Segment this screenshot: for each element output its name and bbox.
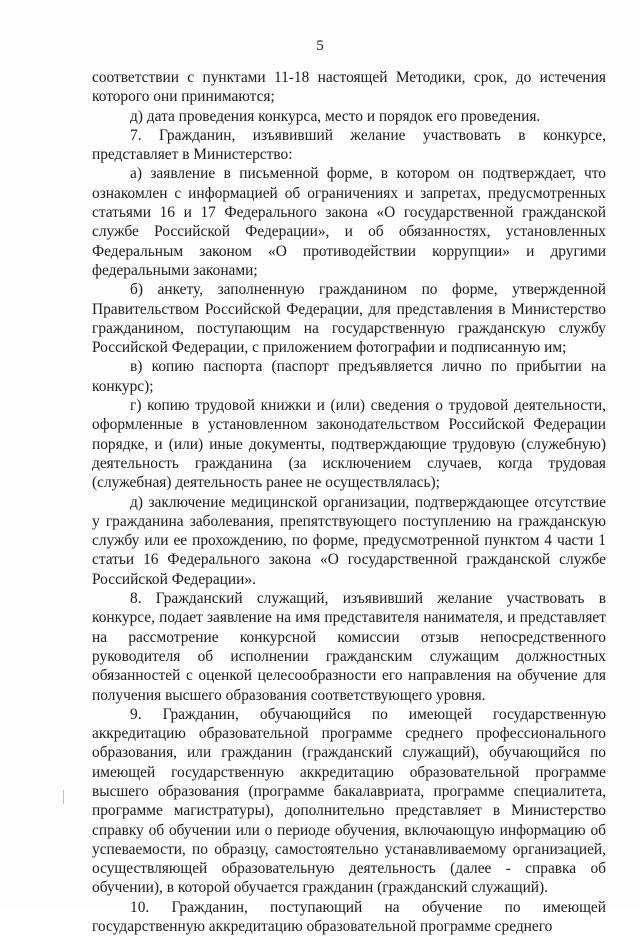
paragraph-8: 8. Гражданский служащий, изъявивший желание участвовать в конкурсе, подает заявление на имя представителя нанимателя, и представляет на рассмотрение конкурсной комиссии отзыв непосредственного руководителя об исполнении гражданским служащим должностных обязанностей с оценкой целесообразности его направления на обучение для получения высшего образования соответствующего уровня. <box>92 590 606 704</box>
margin-mark <box>63 790 64 804</box>
paragraph-9: 9. Гражданин, обучающийся по имеющей государственную аккредитацию образовательной программе среднего профессионального образования, или гражданин (гражданский служащий), обучающийся по имеющей государственную аккредитацию образовательной программе высшего образования (программе бакалавриата, программе специалитета, программе магистратуры), дополнительно представляет в Министерство справку об обучении или о периоде обучения, включающую информацию об успеваемости, по образцу, самостоятельно устанавливаемому организацией, осуществляющей образовательную деятельность (далее - справка об обучении), в которой обучается гражданин (гражданский служащий). <box>92 705 606 897</box>
paragraph-7a: а) заявление в письменной форме, в котором он подтверждает, что ознакомлен с информацией об ограничениях и запретах, предусмотренных статьями 16 и 17 Федерального закона «О государственной гражданской службе Российской Федерации», и об обязанностях, установленных Федеральным законом «О противодействии коррупции» и другими федеральными законами; <box>92 165 606 279</box>
page-number: 5 <box>316 38 324 54</box>
document-body <box>92 68 606 936</box>
paragraph-continuation: соответствии с пунктами 11-18 настоящей Методики, срок, до истечения которого они принимаются; <box>92 69 606 106</box>
paragraph-7g: г) копию трудовой книжки и (или) сведения о трудовой деятельности, оформленные в установленном законодательством Российской Федерации порядке, и (или) иные документы, подтверждающие трудовую (служебную) деятельность гражданина (за исключением случаев, когда трудовая (служебная) деятельность ранее не осуществлялась); <box>92 397 606 492</box>
paragraph-item-d-date: д) дата проведения конкурса, место и порядок его проведения. <box>130 107 541 125</box>
paragraph-7v: в) копию паспорта (паспорт предъявляется лично по прибытии на конкурс); <box>92 358 606 395</box>
paragraph-7d: д) заключение медицинской организации, подтверждающее отсутствие у гражданина заболевания, препятствующего поступлению на гражданскую службу или ее прохождению, по форме, предусмотренной пунктом 4 части 1 статьи 16 Федерального закона «О государственной гражданской службе Российской Федерации». <box>92 493 606 588</box>
paragraph-10: 10. Гражданин, поступающий на обучение по имеющей государственную аккредитацию образовательной программе среднего <box>92 898 606 936</box>
paragraph-7: 7. Гражданин, изъявивший желание участвовать в конкурсе, представляет в Министерство: <box>92 126 606 164</box>
paragraph-7b: б) анкету, заполненную гражданином по форме, утвержденной Правительством Российской Федерации, для представления в Министерство гражданином, поступающим на государственную гражданскую службу Российской Федерации, с приложением фотографии и подписанную им; <box>92 281 606 357</box>
